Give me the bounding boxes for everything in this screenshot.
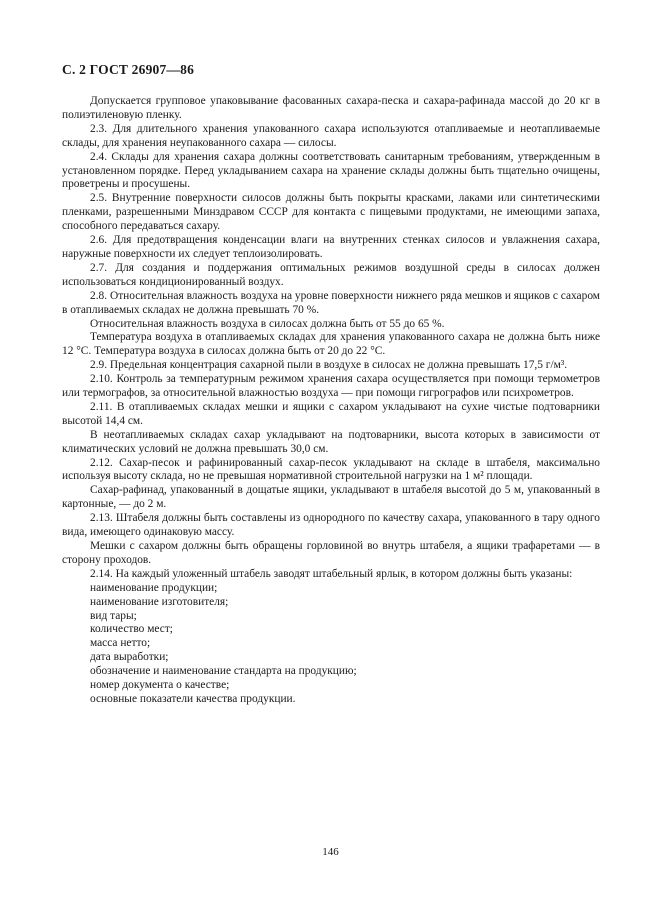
paragraph: 2.4. Склады для хранения сахара должны соответствовать санитарным требованиям, утвержденным в установленном порядке. Перед укладыванием сахара на хранение склады должны быть тщательно очищены, проветрены и просушены.	[62, 150, 600, 191]
paragraph: 2.6. Для предотвращения конденсации влаги на внутренних стенках силосов и увлажнения сахара, наружные поверхности их следует теплоизолировать.	[62, 234, 600, 260]
paragraph: Мешки с сахаром должны быть обращены горловиной во внутрь штабеля, а ящики трафаретами — в сторону проходов.	[62, 540, 600, 566]
list-item: вид тары;	[90, 609, 137, 622]
paragraph: 2.5. Внутренние поверхности силосов должны быть покрыты красками, лаками или синтетическими пленками, разрешенными Минздравом СССР для контакта с пищевыми продуктами, не имеющими запаха, способного передаваться сахару.	[62, 192, 600, 233]
paragraph: 2.8. Относительная влажность воздуха на уровне поверхности нижнего ряда мешков и ящиков с сахаром в отапливаемых складах не должна превышать 70 %.	[62, 289, 600, 316]
paragraph: Сахар-рафинад, упакованный в дощатые ящики, укладывают в штабеля высотой до 5 м, упакованный в картонные, — до 2 м.	[62, 484, 600, 511]
list-item: обозначение и наименование стандарта на продукцию;	[90, 665, 357, 678]
paragraph: В неотапливаемых складах сахар укладывают на подтоварники, высота которых в зависимости от климатических условий не должна превышать 30,0 см.	[62, 428, 600, 455]
paragraph: 2.10. Контроль за температурным режимом хранения сахара осуществляется при помощи термометров или термографов, за относительной влажностью воздуха — при помощи гигрографов или психрометров.	[62, 373, 600, 400]
page-number: 146	[322, 846, 339, 858]
list-item: основные показатели качества продукции.	[90, 692, 296, 705]
paragraph: Температура воздуха в отапливаемых складах для хранения упакованного сахара не должна быть ниже 12 °С. Температура воздуха в силосах должна быть от 20 до 22 °С.	[62, 331, 600, 358]
paragraph: 2.12. Сахар-песок и рафинированный сахар-песок укладывают на складе в штабеля, максимально используя высоту склада, но не превышая нормативной строительной нагрузки на 1 м² площади.	[62, 456, 600, 483]
paragraph: 2.11. В отапливаемых складах мешки и ящики с сахаром укладывают на сухие чистые подтоварники высотой 14,4 см.	[62, 400, 600, 427]
paragraph: 2.9. Предельная концентрация сахарной пыли в воздухе в силосах не должна превышать 17,5 г/м³.	[90, 359, 568, 372]
document-body	[62, 95, 600, 707]
page-header: С. 2 ГОСТ 26907—86	[62, 62, 195, 77]
paragraph: 2.13. Штабеля должны быть составлены из однородного по качеству сахара, упакованного в тару одного вида, имеющего одинаковую массу.	[62, 512, 600, 539]
list-item: номер документа о качестве;	[90, 679, 230, 692]
list-item: наименование изготовителя;	[90, 595, 229, 608]
list-item: наименование продукции;	[90, 581, 218, 594]
paragraph: Относительная влажность воздуха в силосах должна быть от 55 до 65 %.	[90, 317, 445, 330]
list-item: масса нетто;	[90, 637, 151, 650]
paragraph: 2.14. На каждый уложенный штабель заводят штабельный ярлык, в котором должны быть указаны:	[90, 567, 573, 580]
paragraph: Допускается групповое упаковывание фасованных сахара-песка и сахара-рафинада массой до 20 кг в полиэтиленовую пленку.	[62, 95, 600, 121]
list-item: дата выработки;	[90, 651, 169, 664]
paragraph: 2.3. Для длительного хранения упакованного сахара используются отапливаемые и неотапливаемые склады, для хранения неупакованного сахара — силосы.	[62, 122, 600, 149]
paragraph: 2.7. Для создания и поддержания оптимальных режимов воздушной среды в силосах должен использоваться кондиционированный воздух.	[62, 261, 600, 288]
list-item: количество мест;	[90, 623, 173, 636]
